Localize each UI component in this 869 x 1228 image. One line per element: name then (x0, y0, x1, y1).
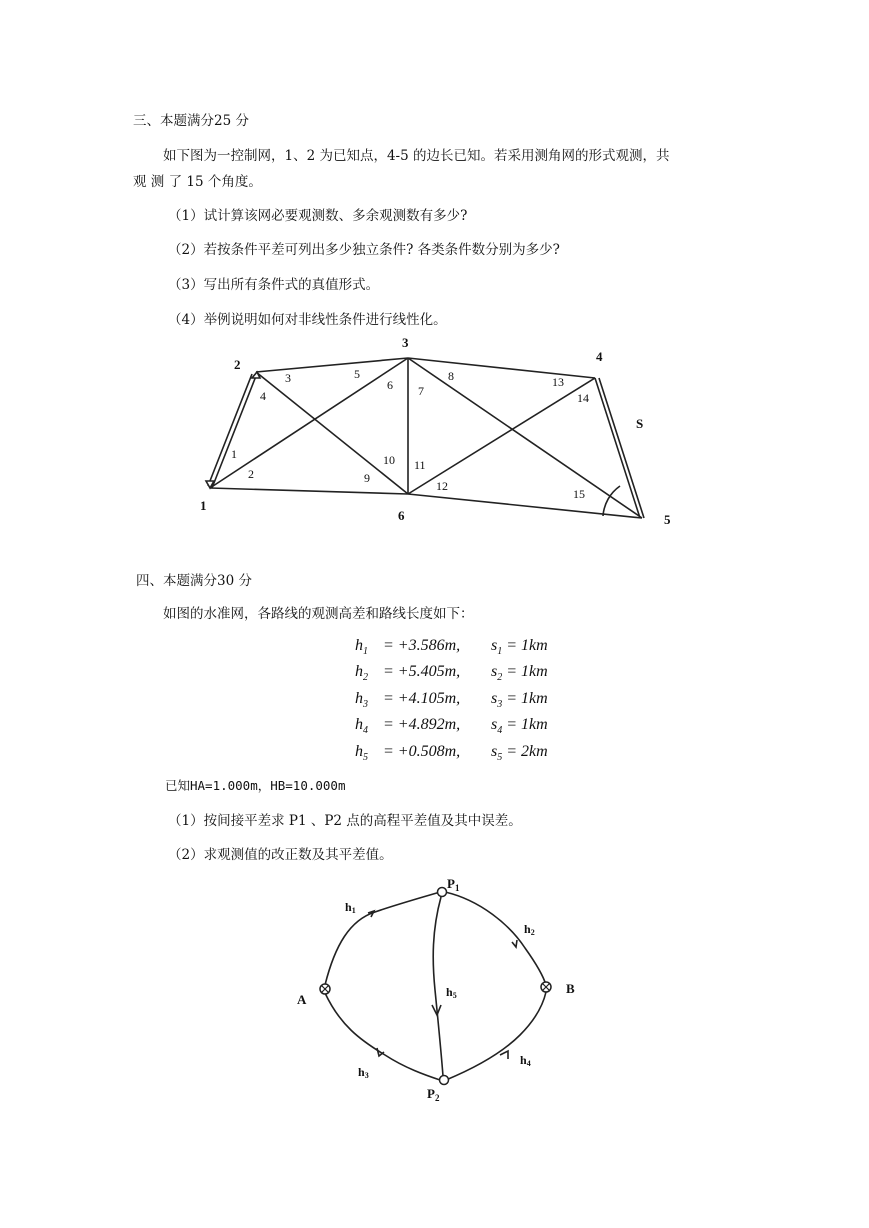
s-subscript: 4 (497, 725, 503, 737)
height-difference-3: = +4.105m, (383, 690, 461, 707)
angle-label-14: 14 (577, 391, 589, 405)
h1-letter: h (345, 900, 352, 914)
point-label-4: 4 (596, 349, 603, 364)
angle-label-9: 9 (364, 471, 370, 485)
h-subscript: 5 (363, 752, 368, 764)
point-label-5: 5 (664, 512, 671, 527)
h3-letter: h (358, 1065, 365, 1079)
label-p2-subscript: 2 (434, 1093, 440, 1103)
point-p2-marker (440, 1076, 449, 1085)
section3-question-4: （4）举例说明如何对非线性条件进行线性化。 (168, 312, 447, 328)
angle-label-3: 3 (285, 371, 291, 385)
section3-question-3: （3）写出所有条件式的真值形式。 (168, 277, 380, 293)
angle-label-4: 4 (260, 389, 266, 403)
height-difference-2: = +5.405m, (383, 663, 461, 680)
s-subscript: 1 (497, 646, 503, 658)
angle-label-5: 5 (354, 367, 360, 381)
h1-subscript: 1 (351, 906, 356, 915)
h4-subscript: 4 (526, 1059, 531, 1068)
observation-row-2 (355, 663, 548, 683)
s-symbol: s (491, 663, 498, 680)
angle-label-12: 12 (436, 479, 448, 493)
side-label-s: S (636, 416, 644, 431)
s-subscript: 2 (497, 672, 503, 684)
s-symbol: s (491, 637, 498, 654)
h-subscript: 4 (363, 725, 368, 737)
angle-label-1: 1 (231, 447, 237, 461)
h2-letter: h (524, 922, 531, 936)
label-h2 (524, 922, 535, 937)
leveling-network-figure (290, 870, 590, 1105)
section4-intro: 如图的水准网，各路线的观测高差和路线长度如下： (163, 606, 474, 622)
known-heights: 已知HA=1.000m，HB=10.000m (165, 778, 346, 793)
height-difference-4: = +4.892m, (383, 716, 461, 733)
section3-intro-line2: 观 测 了 15 个角度。 (133, 174, 262, 190)
h5-subscript: 5 (452, 991, 457, 1000)
angle-label-2: 2 (248, 467, 254, 481)
point-label-2: 2 (234, 357, 241, 372)
section3-heading: 三、本题满分25 分 (133, 113, 249, 129)
observation-row-3 (355, 690, 548, 710)
route-length-1: = 1km (506, 637, 548, 654)
h-symbol: h (355, 637, 363, 654)
label-p1-letter: P (447, 876, 455, 891)
route-h1 (325, 892, 440, 985)
h3-subscript: 3 (364, 1071, 369, 1080)
h-symbol: h (355, 716, 363, 733)
h-subscript: 3 (363, 699, 368, 711)
angle-label-7: 7 (418, 384, 424, 398)
h-symbol: h (355, 690, 363, 707)
label-b: B (566, 981, 575, 996)
point-label-1: 1 (200, 498, 207, 513)
triangulation-network-figure (195, 335, 685, 535)
angle-label-15: 15 (573, 487, 585, 501)
route-length-3: = 1km (506, 690, 548, 707)
s-subscript: 3 (497, 699, 503, 711)
route-h3 (325, 993, 440, 1080)
s-symbol: s (491, 716, 498, 733)
route-h5 (433, 897, 443, 1076)
section3-question-1: （1）试计算该网必要观测数、多余观测数有多少? (168, 208, 468, 224)
label-p2 (427, 1086, 440, 1103)
section4-heading: 四、本题满分30 分 (136, 573, 252, 589)
h-symbol: h (355, 663, 363, 680)
label-a: A (297, 992, 307, 1007)
angle-label-11: 11 (414, 458, 426, 472)
section3-question-2: （2）若按条件平差可列出多少独立条件? 各类条件数分别为多少? (168, 242, 560, 258)
point-label-6: 6 (398, 508, 405, 523)
observation-row-5 (355, 743, 548, 763)
height-difference-5: = +0.508m, (383, 743, 461, 760)
label-p1 (447, 876, 460, 893)
label-h3 (358, 1065, 369, 1080)
h-subscript: 2 (363, 672, 368, 684)
route-h2 (445, 892, 546, 985)
observation-row-4 (355, 716, 548, 736)
label-p1-subscript: 1 (454, 883, 460, 893)
angle-label-6: 6 (387, 378, 393, 392)
route-length-5: = 2km (506, 743, 548, 760)
route-h4 (446, 992, 546, 1080)
point-label-3: 3 (402, 335, 409, 350)
h5-letter: h (446, 985, 453, 999)
section3-intro-line1: 如下图为一控制网，1、2 为已知点，4-5 的边长已知。若采用测角网的形式观测，共 (163, 148, 670, 164)
observation-row-1 (355, 637, 548, 657)
label-p2-letter: P (427, 1086, 435, 1101)
s-subscript: 5 (497, 752, 503, 764)
angle-label-13: 13 (552, 375, 564, 389)
h2-subscript: 2 (530, 928, 535, 937)
height-difference-1: = +3.586m, (383, 637, 461, 654)
s-symbol: s (491, 743, 498, 760)
route-length-2: = 1km (506, 663, 548, 680)
section4-question-2: （2）求观测值的改正数及其平差值。 (168, 847, 393, 863)
angle-label-10: 10 (383, 453, 395, 467)
h4-letter: h (520, 1053, 527, 1067)
section4-question-1: （1）按间接平差求 P1 、P2 点的高程平差值及其中误差。 (168, 813, 522, 829)
label-h1 (345, 900, 356, 915)
s-symbol: s (491, 690, 498, 707)
route-length-4: = 1km (506, 716, 548, 733)
label-h4 (520, 1053, 531, 1068)
h-subscript: 1 (363, 646, 368, 658)
angle-label-8: 8 (448, 369, 454, 383)
h-symbol: h (355, 743, 363, 760)
point-p1-marker (438, 888, 447, 897)
label-h5 (446, 985, 457, 1000)
